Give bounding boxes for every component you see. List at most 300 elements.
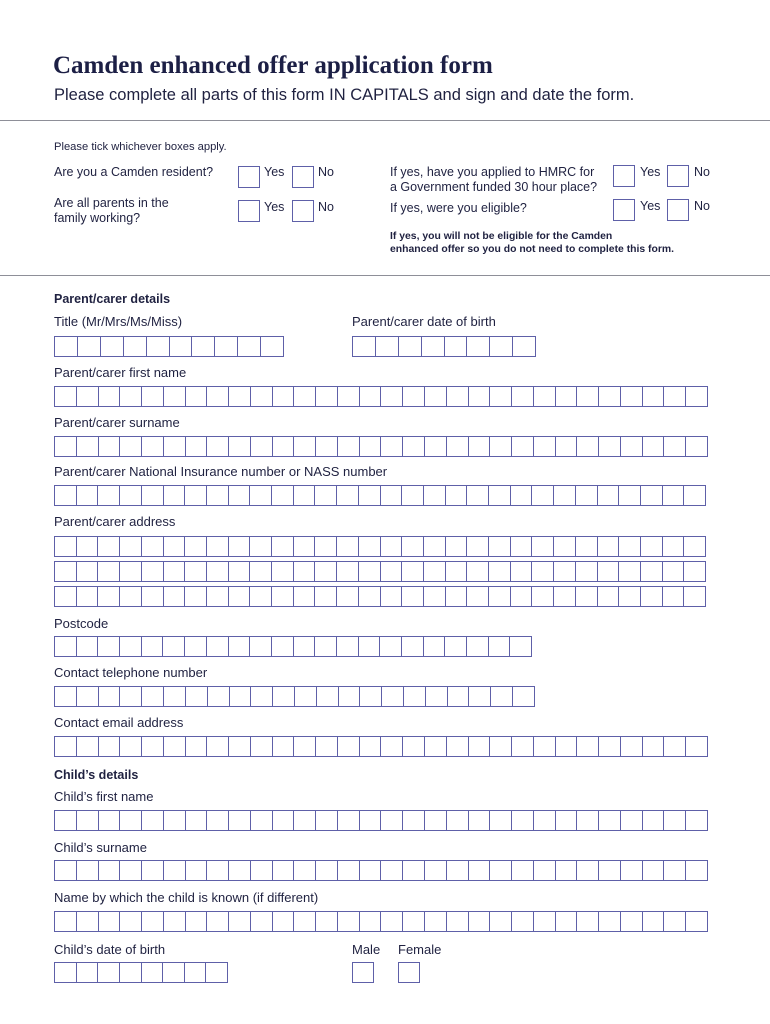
char-box[interactable]	[164, 437, 186, 456]
char-box[interactable]	[99, 687, 121, 706]
char-box[interactable]	[577, 912, 599, 931]
char-box[interactable]	[338, 912, 360, 931]
char-box[interactable]	[316, 912, 338, 931]
char-box[interactable]	[273, 737, 295, 756]
char-box[interactable]	[381, 537, 403, 556]
female-checkbox[interactable]	[398, 962, 420, 983]
char-box[interactable]	[215, 337, 238, 356]
char-box[interactable]	[664, 387, 686, 406]
char-box[interactable]	[402, 637, 424, 656]
char-box[interactable]	[402, 587, 424, 606]
char-box[interactable]	[192, 337, 215, 356]
char-box[interactable]	[98, 537, 120, 556]
char-box[interactable]	[641, 587, 663, 606]
char-box[interactable]	[207, 387, 229, 406]
char-box[interactable]	[272, 537, 294, 556]
char-box[interactable]	[55, 963, 77, 982]
parent-address-line-2-field[interactable]	[54, 561, 706, 582]
char-box[interactable]	[532, 537, 554, 556]
char-box[interactable]	[120, 587, 142, 606]
char-box[interactable]	[55, 486, 77, 505]
char-box[interactable]	[554, 562, 576, 581]
char-box[interactable]	[294, 912, 316, 931]
email-field[interactable]	[54, 736, 708, 757]
child-known-as-field[interactable]	[54, 911, 708, 932]
char-box[interactable]	[619, 486, 641, 505]
char-box[interactable]	[381, 737, 403, 756]
char-box[interactable]	[185, 486, 207, 505]
char-box[interactable]	[554, 587, 576, 606]
char-box[interactable]	[511, 486, 533, 505]
char-box[interactable]	[534, 737, 556, 756]
char-box[interactable]	[512, 861, 534, 880]
char-box[interactable]	[489, 562, 511, 581]
char-box[interactable]	[164, 687, 186, 706]
char-box[interactable]	[315, 562, 337, 581]
char-box[interactable]	[207, 486, 229, 505]
char-box[interactable]	[467, 637, 489, 656]
char-box[interactable]	[124, 337, 147, 356]
char-box[interactable]	[261, 337, 283, 356]
char-box[interactable]	[251, 912, 273, 931]
char-box[interactable]	[447, 437, 469, 456]
char-box[interactable]	[206, 963, 227, 982]
char-box[interactable]	[120, 861, 142, 880]
char-box[interactable]	[120, 486, 142, 505]
char-box[interactable]	[360, 811, 382, 830]
char-box[interactable]	[142, 637, 164, 656]
char-box[interactable]	[142, 537, 164, 556]
char-box[interactable]	[513, 337, 535, 356]
char-box[interactable]	[556, 387, 578, 406]
char-box[interactable]	[448, 687, 470, 706]
char-box[interactable]	[577, 437, 599, 456]
char-box[interactable]	[446, 537, 468, 556]
char-box[interactable]	[170, 337, 193, 356]
char-box[interactable]	[338, 437, 360, 456]
char-box[interactable]	[467, 486, 489, 505]
char-box[interactable]	[512, 912, 534, 931]
char-box[interactable]	[664, 737, 686, 756]
char-box[interactable]	[339, 687, 361, 706]
char-box[interactable]	[77, 811, 99, 830]
char-box[interactable]	[251, 687, 273, 706]
char-box[interactable]	[120, 963, 142, 982]
char-box[interactable]	[229, 811, 251, 830]
char-box[interactable]	[164, 562, 186, 581]
char-box[interactable]	[207, 437, 229, 456]
char-box[interactable]	[467, 337, 490, 356]
char-box[interactable]	[512, 387, 534, 406]
char-box[interactable]	[621, 811, 643, 830]
char-box[interactable]	[250, 562, 272, 581]
char-box[interactable]	[467, 587, 489, 606]
char-box[interactable]	[163, 963, 185, 982]
char-box[interactable]	[164, 486, 186, 505]
char-box[interactable]	[663, 486, 685, 505]
char-box[interactable]	[186, 811, 208, 830]
char-box[interactable]	[98, 637, 120, 656]
char-box[interactable]	[376, 337, 399, 356]
char-box[interactable]	[142, 587, 164, 606]
char-box[interactable]	[447, 912, 469, 931]
char-box[interactable]	[402, 537, 424, 556]
char-box[interactable]	[77, 387, 99, 406]
char-box[interactable]	[164, 811, 186, 830]
char-box[interactable]	[185, 562, 207, 581]
char-box[interactable]	[664, 437, 686, 456]
char-box[interactable]	[511, 562, 533, 581]
char-box[interactable]	[295, 687, 317, 706]
char-box[interactable]	[229, 737, 251, 756]
char-box[interactable]	[273, 861, 295, 880]
char-box[interactable]	[142, 437, 164, 456]
char-box[interactable]	[425, 437, 447, 456]
char-box[interactable]	[142, 963, 164, 982]
char-box[interactable]	[599, 387, 621, 406]
char-box[interactable]	[294, 387, 316, 406]
char-box[interactable]	[577, 811, 599, 830]
char-box[interactable]	[490, 737, 512, 756]
char-box[interactable]	[185, 537, 207, 556]
char-box[interactable]	[425, 811, 447, 830]
char-box[interactable]	[641, 537, 663, 556]
char-box[interactable]	[294, 737, 316, 756]
char-box[interactable]	[381, 861, 403, 880]
char-box[interactable]	[489, 486, 511, 505]
char-box[interactable]	[532, 486, 554, 505]
char-box[interactable]	[273, 912, 295, 931]
child-dob-field[interactable]	[54, 962, 228, 983]
char-box[interactable]	[403, 737, 425, 756]
char-box[interactable]	[98, 562, 120, 581]
char-box[interactable]	[490, 337, 513, 356]
char-box[interactable]	[511, 537, 533, 556]
char-box[interactable]	[532, 562, 554, 581]
char-box[interactable]	[534, 912, 556, 931]
char-box[interactable]	[599, 912, 621, 931]
char-box[interactable]	[142, 912, 164, 931]
char-box[interactable]	[424, 562, 446, 581]
char-box[interactable]	[316, 737, 338, 756]
char-box[interactable]	[207, 537, 229, 556]
char-box[interactable]	[142, 486, 164, 505]
eligible-yes-checkbox[interactable]	[613, 199, 635, 221]
char-box[interactable]	[250, 637, 272, 656]
char-box[interactable]	[598, 537, 620, 556]
char-box[interactable]	[273, 687, 295, 706]
char-box[interactable]	[467, 562, 489, 581]
char-box[interactable]	[185, 637, 207, 656]
char-box[interactable]	[142, 687, 164, 706]
char-box[interactable]	[120, 637, 142, 656]
char-box[interactable]	[142, 811, 164, 830]
char-box[interactable]	[489, 587, 511, 606]
char-box[interactable]	[294, 637, 316, 656]
hmrc-applied-no-checkbox[interactable]	[667, 165, 689, 187]
char-box[interactable]	[185, 963, 207, 982]
char-box[interactable]	[577, 861, 599, 880]
char-box[interactable]	[207, 637, 229, 656]
char-box[interactable]	[686, 912, 707, 931]
char-box[interactable]	[643, 861, 665, 880]
char-box[interactable]	[686, 737, 707, 756]
char-box[interactable]	[273, 387, 295, 406]
char-box[interactable]	[556, 737, 578, 756]
char-box[interactable]	[229, 437, 251, 456]
char-box[interactable]	[229, 912, 251, 931]
char-box[interactable]	[99, 437, 121, 456]
char-box[interactable]	[424, 637, 446, 656]
char-box[interactable]	[619, 587, 641, 606]
char-box[interactable]	[101, 337, 124, 356]
char-box[interactable]	[426, 687, 448, 706]
char-box[interactable]	[142, 387, 164, 406]
char-box[interactable]	[359, 562, 381, 581]
char-box[interactable]	[250, 587, 272, 606]
char-box[interactable]	[208, 687, 230, 706]
char-box[interactable]	[359, 537, 381, 556]
char-box[interactable]	[576, 562, 598, 581]
char-box[interactable]	[316, 387, 338, 406]
char-box[interactable]	[381, 912, 403, 931]
char-box[interactable]	[142, 562, 164, 581]
char-box[interactable]	[469, 387, 491, 406]
char-box[interactable]	[621, 387, 643, 406]
char-box[interactable]	[490, 861, 512, 880]
char-box[interactable]	[684, 537, 705, 556]
char-box[interactable]	[686, 437, 707, 456]
char-box[interactable]	[643, 387, 665, 406]
char-box[interactable]	[663, 537, 685, 556]
parent-surname-field[interactable]	[54, 436, 708, 457]
char-box[interactable]	[403, 387, 425, 406]
char-box[interactable]	[77, 537, 99, 556]
char-box[interactable]	[230, 687, 252, 706]
char-box[interactable]	[554, 486, 576, 505]
char-box[interactable]	[359, 637, 381, 656]
char-box[interactable]	[446, 587, 468, 606]
char-box[interactable]	[402, 486, 424, 505]
char-box[interactable]	[643, 437, 665, 456]
char-box[interactable]	[424, 486, 446, 505]
char-box[interactable]	[294, 486, 316, 505]
char-box[interactable]	[98, 587, 120, 606]
char-box[interactable]	[490, 811, 512, 830]
char-box[interactable]	[229, 637, 251, 656]
char-box[interactable]	[577, 737, 599, 756]
char-box[interactable]	[380, 637, 402, 656]
char-box[interactable]	[643, 811, 665, 830]
char-box[interactable]	[469, 687, 491, 706]
char-box[interactable]	[621, 861, 643, 880]
char-box[interactable]	[164, 387, 186, 406]
char-box[interactable]	[664, 861, 686, 880]
char-box[interactable]	[337, 562, 359, 581]
char-box[interactable]	[663, 587, 685, 606]
char-box[interactable]	[207, 587, 229, 606]
char-box[interactable]	[186, 737, 208, 756]
char-box[interactable]	[643, 737, 665, 756]
char-box[interactable]	[99, 387, 121, 406]
char-box[interactable]	[55, 437, 77, 456]
char-box[interactable]	[77, 587, 99, 606]
char-box[interactable]	[120, 737, 142, 756]
char-box[interactable]	[599, 861, 621, 880]
char-box[interactable]	[643, 912, 665, 931]
char-box[interactable]	[272, 587, 294, 606]
char-box[interactable]	[147, 337, 170, 356]
char-box[interactable]	[513, 687, 534, 706]
char-box[interactable]	[98, 963, 120, 982]
char-box[interactable]	[446, 486, 468, 505]
char-box[interactable]	[164, 912, 186, 931]
char-box[interactable]	[621, 437, 643, 456]
char-box[interactable]	[556, 437, 578, 456]
char-box[interactable]	[77, 486, 99, 505]
char-box[interactable]	[621, 737, 643, 756]
char-box[interactable]	[164, 737, 186, 756]
parent-address-line-1-field[interactable]	[54, 536, 706, 557]
char-box[interactable]	[424, 587, 446, 606]
char-box[interactable]	[399, 337, 422, 356]
char-box[interactable]	[684, 486, 705, 505]
hmrc-applied-yes-checkbox[interactable]	[613, 165, 635, 187]
char-box[interactable]	[403, 861, 425, 880]
char-box[interactable]	[360, 737, 382, 756]
char-box[interactable]	[360, 912, 382, 931]
char-box[interactable]	[99, 861, 121, 880]
char-box[interactable]	[491, 687, 513, 706]
char-box[interactable]	[422, 337, 445, 356]
char-box[interactable]	[490, 912, 512, 931]
char-box[interactable]	[447, 387, 469, 406]
char-box[interactable]	[534, 387, 556, 406]
char-box[interactable]	[251, 387, 273, 406]
char-box[interactable]	[576, 537, 598, 556]
char-box[interactable]	[338, 861, 360, 880]
parent-ni-field[interactable]	[54, 485, 706, 506]
char-box[interactable]	[315, 537, 337, 556]
char-box[interactable]	[556, 861, 578, 880]
char-box[interactable]	[511, 587, 533, 606]
char-box[interactable]	[641, 562, 663, 581]
char-box[interactable]	[250, 537, 272, 556]
char-box[interactable]	[77, 861, 99, 880]
char-box[interactable]	[78, 337, 101, 356]
char-box[interactable]	[294, 587, 316, 606]
parent-first-name-field[interactable]	[54, 386, 708, 407]
char-box[interactable]	[576, 486, 598, 505]
char-box[interactable]	[447, 737, 469, 756]
char-box[interactable]	[556, 912, 578, 931]
char-box[interactable]	[403, 912, 425, 931]
char-box[interactable]	[99, 737, 121, 756]
char-box[interactable]	[315, 637, 337, 656]
char-box[interactable]	[294, 437, 316, 456]
char-box[interactable]	[294, 811, 316, 830]
char-box[interactable]	[381, 387, 403, 406]
char-box[interactable]	[686, 811, 707, 830]
char-box[interactable]	[229, 387, 251, 406]
char-box[interactable]	[425, 387, 447, 406]
char-box[interactable]	[353, 337, 376, 356]
char-box[interactable]	[381, 486, 403, 505]
char-box[interactable]	[272, 637, 294, 656]
char-box[interactable]	[294, 562, 316, 581]
char-box[interactable]	[424, 537, 446, 556]
char-box[interactable]	[534, 861, 556, 880]
char-box[interactable]	[554, 537, 576, 556]
char-box[interactable]	[337, 637, 359, 656]
char-box[interactable]	[164, 587, 186, 606]
char-box[interactable]	[599, 811, 621, 830]
char-box[interactable]	[445, 337, 468, 356]
char-box[interactable]	[229, 562, 251, 581]
char-box[interactable]	[359, 486, 381, 505]
char-box[interactable]	[55, 337, 78, 356]
char-box[interactable]	[403, 437, 425, 456]
postcode-field[interactable]	[54, 636, 532, 657]
char-box[interactable]	[77, 912, 99, 931]
char-box[interactable]	[360, 687, 382, 706]
char-box[interactable]	[77, 562, 99, 581]
char-box[interactable]	[273, 811, 295, 830]
char-box[interactable]	[229, 587, 251, 606]
char-box[interactable]	[338, 737, 360, 756]
char-box[interactable]	[272, 486, 294, 505]
char-box[interactable]	[684, 587, 705, 606]
camden-resident-yes-checkbox[interactable]	[238, 166, 260, 188]
char-box[interactable]	[445, 637, 467, 656]
char-box[interactable]	[598, 486, 620, 505]
char-box[interactable]	[120, 437, 142, 456]
char-box[interactable]	[664, 811, 686, 830]
char-box[interactable]	[55, 587, 77, 606]
char-box[interactable]	[250, 486, 272, 505]
char-box[interactable]	[186, 387, 208, 406]
char-box[interactable]	[534, 811, 556, 830]
char-box[interactable]	[469, 437, 491, 456]
char-box[interactable]	[556, 811, 578, 830]
char-box[interactable]	[55, 811, 77, 830]
char-box[interactable]	[186, 861, 208, 880]
char-box[interactable]	[229, 486, 251, 505]
char-box[interactable]	[185, 587, 207, 606]
char-box[interactable]	[120, 811, 142, 830]
char-box[interactable]	[337, 537, 359, 556]
char-box[interactable]	[315, 486, 337, 505]
char-box[interactable]	[186, 912, 208, 931]
char-box[interactable]	[512, 437, 534, 456]
char-box[interactable]	[251, 861, 273, 880]
char-box[interactable]	[619, 562, 641, 581]
parent-dob-field[interactable]	[352, 336, 536, 357]
char-box[interactable]	[469, 737, 491, 756]
char-box[interactable]	[317, 687, 339, 706]
char-box[interactable]	[207, 811, 229, 830]
child-first-name-field[interactable]	[54, 810, 708, 831]
char-box[interactable]	[55, 912, 77, 931]
char-box[interactable]	[686, 861, 707, 880]
parent-title-field[interactable]	[54, 336, 284, 357]
char-box[interactable]	[576, 587, 598, 606]
char-box[interactable]	[337, 587, 359, 606]
char-box[interactable]	[469, 861, 491, 880]
char-box[interactable]	[55, 687, 77, 706]
char-box[interactable]	[598, 562, 620, 581]
char-box[interactable]	[316, 811, 338, 830]
